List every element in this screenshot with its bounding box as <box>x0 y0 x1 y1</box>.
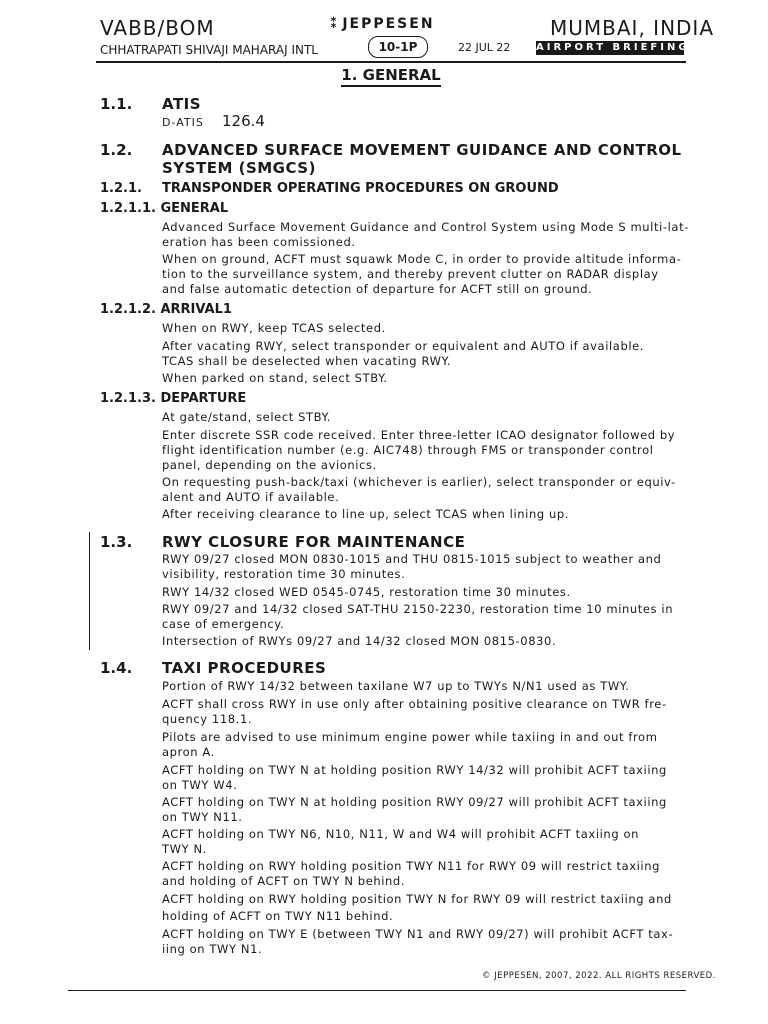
taxi-text-line: Portion of RWY 14/32 between taxilane W7 up to TWYs N/N1 used as TWY. <box>162 679 630 693</box>
departure-text-line: At gate/stand, select STBY. <box>162 410 332 424</box>
general-text-line: When on ground, ACFT must squawk Mode C, in order to provide altitude informa- <box>162 252 682 266</box>
general-text-line: tion to the surveillance system, and thereby prevent clutter on RADAR display <box>162 267 659 281</box>
section-title-atis: ATIS <box>162 95 202 113</box>
section-number-1-2-1: 1.2.1. <box>100 181 142 196</box>
brand-name: JEPPESEN <box>342 16 435 32</box>
general-text-line: and false automatic detection of departure for ACFT still on ground. <box>162 282 593 296</box>
rwy-closure-text-line: RWY 09/27 and 14/32 closed SAT-THU 2150-2230, restoration time 10 minutes in <box>162 602 674 616</box>
footer-divider <box>68 990 686 991</box>
section-title-arrival: 1.2.1.2. ARRIVAL1 <box>100 302 232 317</box>
rwy-closure-text-line: RWY 14/32 closed WED 0545-0745, restoration time 30 minutes. <box>162 585 571 599</box>
revision-change-bar <box>89 532 90 650</box>
taxi-text-line: apron A. <box>162 745 215 759</box>
general-text-line: Advanced Surface Movement Guidance and Control System using Mode S multi-lat- <box>162 220 689 234</box>
section-title-taxi-procedures: TAXI PROCEDURES <box>162 659 327 677</box>
taxi-text-line: Pilots are advised to use minimum engine power while taxiing in and out from <box>162 730 658 744</box>
rwy-closure-text-line: Intersection of RWYs 09/27 and 14/32 closed MON 0815-0830. <box>162 634 557 648</box>
chart-date: 22 JUL 22 <box>458 41 511 54</box>
page-title: 1. GENERAL <box>96 66 686 84</box>
section-title-smgcs-line2: SYSTEM (SMGCS) <box>162 159 316 177</box>
rwy-closure-text-line: visibility, restoration time 30 minutes. <box>162 567 406 581</box>
taxi-text-line: on TWY W4. <box>162 778 238 792</box>
taxi-text-line: TWY N. <box>162 842 207 856</box>
section-title-rwy-closure: RWY CLOSURE FOR MAINTENANCE <box>162 533 466 551</box>
departure-text-line: panel, depending on the avionics. <box>162 458 377 472</box>
section-number-1-4: 1.4. <box>100 659 133 677</box>
copyright-notice: © JEPPESEN, 2007, 2022. ALL RIGHTS RESERVED. <box>482 971 716 981</box>
departure-text-line: alent and AUTO if available. <box>162 490 340 504</box>
section-title-smgcs-line1: ADVANCED SURFACE MOVEMENT GUIDANCE AND CONTROL <box>162 141 682 159</box>
taxi-text-line: ACFT holding on RWY holding position TWY N11 for RWY 09 will restrict taxiing <box>162 859 661 873</box>
atis-frequency: 126.4 <box>222 112 265 130</box>
rwy-closure-text-line: case of emergency. <box>162 617 285 631</box>
taxi-text-line: ACFT holding on TWY N6, N10, N11, W and W4 will prohibit ACFT taxiing on <box>162 827 639 841</box>
departure-text-line: flight identification number (e.g. AIC748) through FMS or transponder control <box>162 443 654 457</box>
taxi-text-line: ACFT holding on RWY holding position TWY N for RWY 09 will restrict taxiing and <box>162 892 672 906</box>
section-title-departure: 1.2.1.3. DEPARTURE <box>100 391 247 406</box>
section-number-1-3: 1.3. <box>100 533 133 551</box>
jeppesen-mark-icon: ⁑ <box>330 16 340 32</box>
chart-number-badge: 10-1P <box>368 36 428 58</box>
taxi-text-line: and holding of ACFT on TWY N behind. <box>162 874 406 888</box>
taxi-text-line: holding of ACFT on TWY N11 behind. <box>162 909 394 923</box>
departure-text-line: On requesting push-back/taxi (whichever is earlier), select transponder or equiv- <box>162 475 676 489</box>
arrival-text-line: After vacating RWY, select transponder or equivalent and AUTO if available. <box>162 339 645 353</box>
departure-text-line: Enter discrete SSR code received. Enter three-letter ICAO designator followed by <box>162 428 676 442</box>
jeppesen-logo <box>330 16 435 32</box>
general-text-line: eration has been comissioned. <box>162 235 356 249</box>
departure-text-line: After receiving clearance to line up, select TCAS when lining up. <box>162 507 570 521</box>
taxi-text-line: ACFT holding on TWY N at holding position RWY 09/27 will prohibit ACFT taxiing <box>162 795 667 809</box>
arrival-text-line: TCAS shall be deselected when vacating RWY. <box>162 354 452 368</box>
header-divider <box>96 61 686 63</box>
city-country: MUMBAI, INDIA <box>550 16 715 40</box>
section-number-1-1: 1.1. <box>100 95 133 113</box>
atis-label: D-ATIS <box>162 116 204 129</box>
arrival-text-line: When on RWY, keep TCAS selected. <box>162 321 386 335</box>
taxi-text-line: ACFT shall cross RWY in use only after obtaining positive clearance on TWR fre- <box>162 697 667 711</box>
airport-briefing-banner: AIRPORT BRIEFING <box>536 42 690 53</box>
section-title-general: 1.2.1.1. GENERAL <box>100 201 229 216</box>
airport-name: CHHATRAPATI SHIVAJI MAHARAJ INTL <box>100 43 318 57</box>
taxi-text-line: iing on TWY N1. <box>162 942 263 956</box>
airport-icao-code: VABB/BOM <box>100 16 215 40</box>
taxi-text-line: ACFT holding on TWY E (between TWY N1 and RWY 09/27) will prohibit ACFT tax- <box>162 927 674 941</box>
taxi-text-line: on TWY N11. <box>162 810 243 824</box>
arrival-text-line: When parked on stand, select STBY. <box>162 371 388 385</box>
taxi-text-line: ACFT holding on TWY N at holding position RWY 14/32 will prohibit ACFT taxiing <box>162 763 667 777</box>
taxi-text-line: quency 118.1. <box>162 712 253 726</box>
section-number-1-2: 1.2. <box>100 141 133 159</box>
rwy-closure-text-line: RWY 09/27 closed MON 0830-1015 and THU 0815-1015 subject to weather and <box>162 552 662 566</box>
section-title-transponder: TRANSPONDER OPERATING PROCEDURES ON GROUND <box>162 181 559 196</box>
